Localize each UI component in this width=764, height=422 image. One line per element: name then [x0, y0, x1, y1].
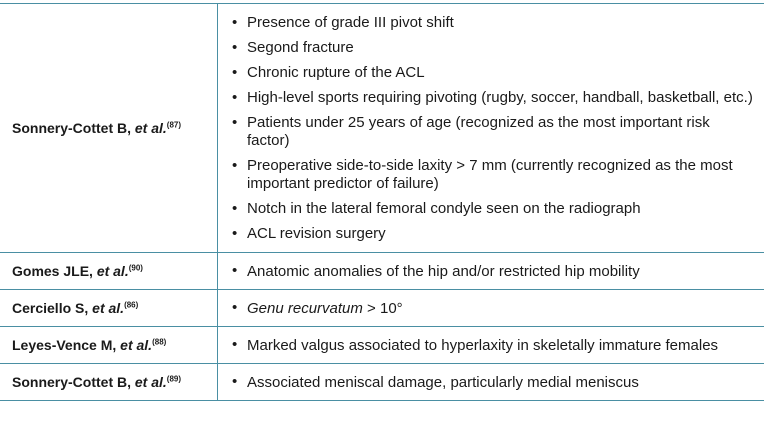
indications-table	[0, 3, 764, 401]
list-item: • Patients under 25 years of age (recognized as the most important risk factor)	[230, 114, 756, 150]
list-item: • Anatomic anomalies of the hip and/or restricted hip mobility	[230, 262, 756, 281]
criteria-threshold: > 10°	[362, 299, 403, 317]
reference-number: (89)	[166, 374, 182, 384]
list-item: • Presence of grade III pivot shift	[230, 14, 756, 32]
list-item: • Segond fracture	[230, 39, 756, 57]
table-row	[0, 4, 764, 253]
author-name: Sonnery-Cottet B,	[12, 374, 131, 390]
table-row	[0, 327, 764, 364]
criteria-list	[230, 262, 756, 281]
criteria-cell	[218, 364, 764, 401]
author-name: Gomes JLE,	[12, 263, 93, 279]
author-cell	[0, 4, 218, 253]
criteria-cell	[218, 290, 764, 327]
criteria-list	[230, 336, 756, 355]
author-name: Leyes-Vence M,	[12, 337, 117, 353]
list-item	[230, 299, 756, 318]
table-row	[0, 364, 764, 401]
et-al: et al.	[134, 374, 167, 390]
list-item: • Marked valgus associated to hyperlaxity in skeletally immature females	[230, 336, 756, 355]
et-al: et al.	[134, 120, 167, 136]
reference-number: (90)	[128, 263, 143, 273]
criteria-list	[230, 4, 756, 252]
list-item: • Chronic rupture of the ACL	[230, 64, 756, 82]
criteria-cell	[218, 4, 764, 253]
table-row	[0, 253, 764, 290]
et-al: et al.	[120, 337, 153, 353]
reference-number: (87)	[166, 120, 182, 130]
criteria-cell	[218, 327, 764, 364]
list-item: • Preoperative side-to-side laxity > 7 mm (currently recognized as the most important predictor of failure)	[230, 157, 756, 193]
list-item: • ACL revision surgery	[230, 225, 756, 243]
table-row	[0, 290, 764, 327]
criteria-cell	[218, 253, 764, 290]
author-cell	[0, 327, 218, 364]
et-al: et al.	[92, 300, 125, 316]
author-name: Cerciello S,	[12, 300, 89, 316]
criteria-list	[230, 299, 756, 318]
author-cell	[0, 364, 218, 401]
reference-number: (86)	[124, 300, 139, 310]
list-item: • Associated meniscal damage, particularly medial meniscus	[230, 373, 756, 392]
et-al: et al.	[96, 263, 129, 279]
criteria-italic-term: Genu recurvatum	[247, 299, 363, 317]
author-cell	[0, 290, 218, 327]
reference-number: (88)	[152, 337, 167, 347]
author-name: Sonnery-Cottet B,	[12, 120, 131, 136]
list-item: • High-level sports requiring pivoting (rugby, soccer, handball, basketball, etc.)	[230, 89, 756, 107]
list-item: • Notch in the lateral femoral condyle seen on the radiograph	[230, 200, 756, 218]
author-cell	[0, 253, 218, 290]
criteria-list	[230, 373, 756, 392]
